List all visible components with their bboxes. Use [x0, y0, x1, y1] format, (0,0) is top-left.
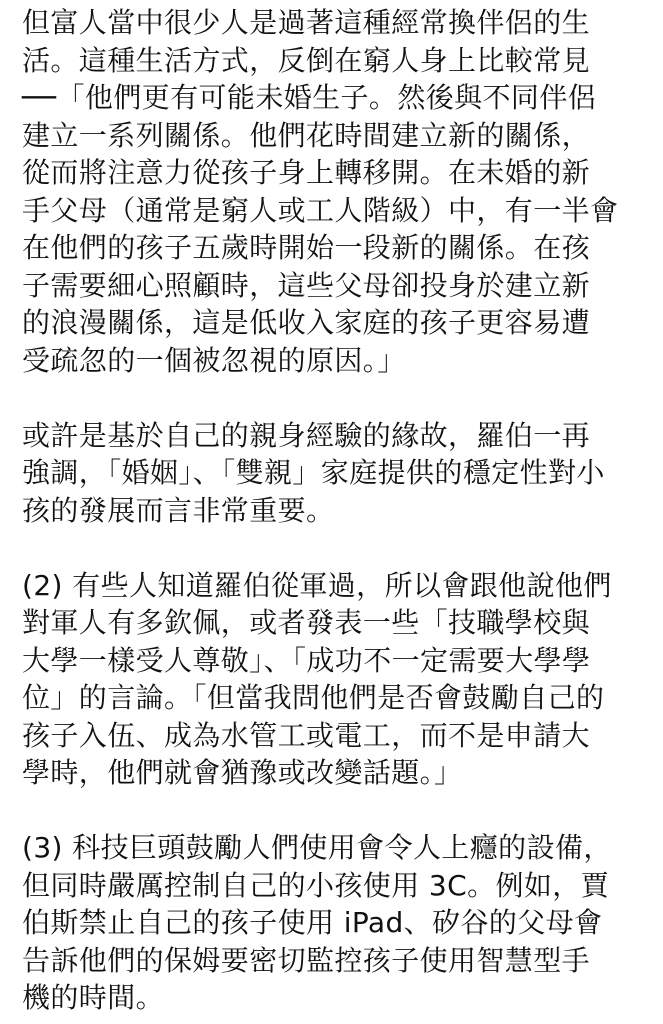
text-line: 建立一系列關係。他們花時間建立新的關係，: [22, 118, 591, 152]
text-line: (2) 有些人知道羅伯從軍過，所以會跟他說他們: [22, 568, 612, 602]
text-line: 對軍人有多欽佩，或者發表一些「技職學校與: [22, 606, 591, 639]
text-line: (3) 科技巨頭鼓勵人們使用會令人上癮的設備，: [22, 831, 612, 864]
text-line: 位」的言論。「但當我問他們是否會鼓勵自己的: [22, 681, 605, 714]
text-line: 孩的發展而言非常重要。: [22, 493, 335, 527]
paragraph-2: [22, 417, 649, 530]
text-line: 告訴他們的保姆要密切監控孩子使用智慧型手: [22, 943, 591, 977]
text-line: 孩子入伍、成為水管工或電工，而不是申請大: [22, 718, 591, 752]
text-line: 在他們的孩子五歲時開始一段新的關係。在孩: [22, 231, 591, 264]
text-line: ──「他們更有可能未婚生子。然後與不同伴侶: [22, 81, 597, 114]
text-line: 或許是基於自己的親身經驗的緣故，羅伯一再: [22, 418, 591, 452]
text-line: 活。這種生活方式，反倒在窮人身上比較常見: [22, 43, 591, 77]
text-line: 子需要細心照顧時，這些父母卻投身於建立新: [22, 268, 591, 302]
text-line: 伯斯禁止自己的孩子使用 iPad、矽谷的父母會: [22, 906, 603, 939]
text-line: 受疏忽的一個被忽視的原因。」: [22, 343, 406, 377]
text-line: 手父母（通常是窮人或工人階級）中，有一半會: [22, 193, 619, 227]
paragraph-1: [22, 4, 649, 379]
text-line: 大學一樣受人尊敬」、「成功不一定需要大學學: [22, 643, 591, 677]
text-line: 機的時間。: [22, 981, 165, 1014]
text-line: 的浪漫關係，這是低收入家庭的孩子更容易遭: [22, 306, 591, 339]
text-line: 但富人當中很少人是過著這種經常換伴侶的生: [22, 6, 591, 39]
text-line: 學時，他們就會猶豫或改變話題。」: [22, 756, 463, 789]
text-line: 從而將注意力從孩子身上轉移開。在未婚的新: [22, 156, 591, 189]
paragraph-3: [22, 567, 649, 792]
paragraph-4: [22, 829, 649, 1017]
text-line: 但同時嚴厲控制自己的小孩使用 3C。例如，賈: [22, 868, 610, 902]
text-line: 強調，「婚姻」、「雙親」家庭提供的穩定性對小: [22, 456, 605, 489]
